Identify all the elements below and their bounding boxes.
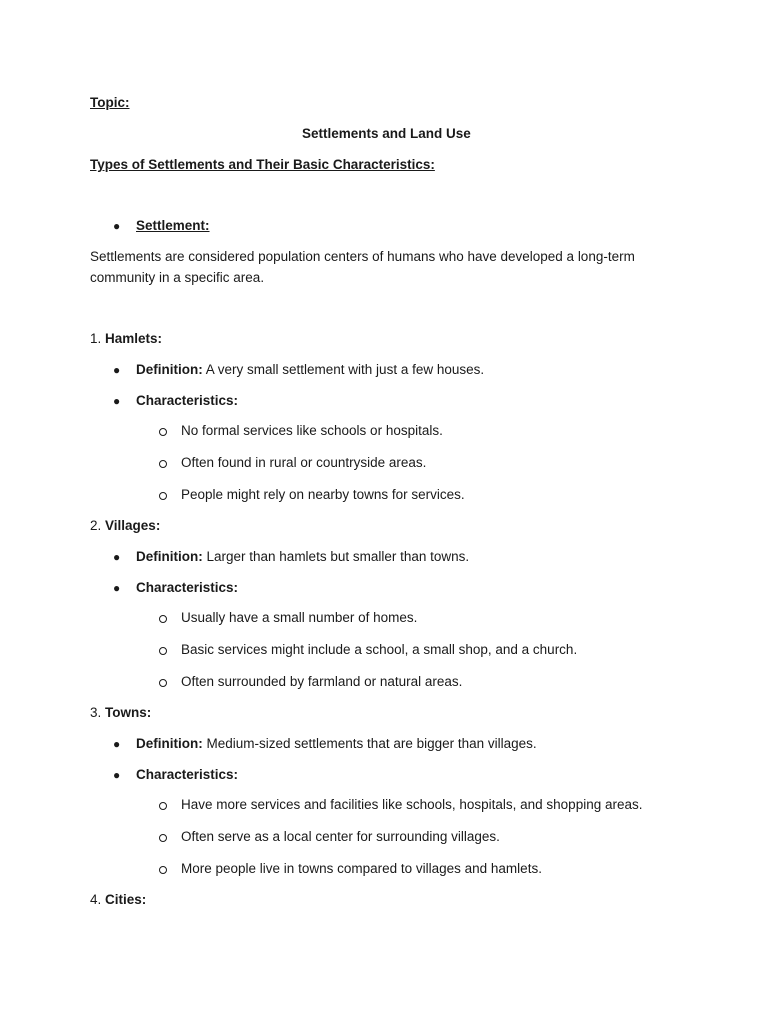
circle-bullet-icon [159,834,167,842]
circle-bullet-icon [159,428,167,436]
definition-item [136,734,537,754]
definition-text: A very small settlement with just a few houses. [202,362,485,377]
characteristic-item: Often serve as a local center for surrounding villages. [181,829,500,844]
document-subtitle: Types of Settlements and Their Basic Characteristics: [90,157,435,172]
bullet-icon: ● [113,581,121,595]
bullet-icon: ● [113,219,121,233]
section-number: 1. [90,331,102,346]
settlement-paragraph-line-2: community in a specific area. [90,270,265,285]
document-title: Settlements and Land Use [302,126,471,141]
characteristic-item: Often found in rural or countryside areas. [181,455,427,470]
characteristic-item: No formal services like schools or hospitals. [181,423,443,438]
bullet-icon: ● [113,363,121,377]
characteristics-label: Characteristics: [136,580,239,595]
characteristic-item: More people live in towns compared to villages and hamlets. [181,861,542,876]
characteristic-item: Often surrounded by farmland or natural areas. [181,674,463,689]
characteristic-item: People might rely on nearby towns for services. [181,487,465,502]
circle-bullet-icon [159,615,167,623]
circle-bullet-icon [159,802,167,810]
section-name: Villages: [105,518,161,533]
section-number: 4. [90,892,102,907]
section-name: Cities: [105,892,147,907]
topic-label: Topic: [90,95,130,110]
characteristic-item: Have more services and facilities like schools, hospitals, and shopping areas. [181,797,643,812]
characteristic-item: Basic services might include a school, a small shop, and a church. [181,642,578,657]
circle-bullet-icon [159,492,167,500]
section-name: Towns: [105,705,152,720]
definition-label: Definition: [136,362,203,377]
definition-label: Definition: [136,549,203,564]
bullet-icon: ● [113,550,121,564]
circle-bullet-icon [159,460,167,468]
section-number: 3. [90,705,102,720]
section-name: Hamlets: [105,331,163,346]
section-heading-villages [90,516,160,536]
bullet-icon: ● [113,394,121,408]
section-number: 2. [90,518,102,533]
definition-text: Medium-sized settlements that are bigger than villages. [202,736,537,751]
definition-label: Definition: [136,736,203,751]
definition-text: Larger than hamlets but smaller than towns. [202,549,470,564]
circle-bullet-icon [159,679,167,687]
bullet-icon: ● [113,737,121,751]
circle-bullet-icon [159,866,167,874]
characteristic-item: Usually have a small number of homes. [181,610,418,625]
section-heading-cities [90,890,146,910]
section-heading-hamlets [90,329,162,349]
characteristics-label: Characteristics: [136,767,239,782]
circle-bullet-icon [159,647,167,655]
settlement-paragraph-line-1: Settlements are considered population centers of humans who have developed a long-term [90,249,635,264]
bullet-icon: ● [113,768,121,782]
characteristics-label: Characteristics: [136,393,239,408]
section-heading-towns [90,703,151,723]
definition-item [136,547,469,567]
settlement-heading: Settlement: [136,218,210,233]
definition-item [136,360,484,380]
